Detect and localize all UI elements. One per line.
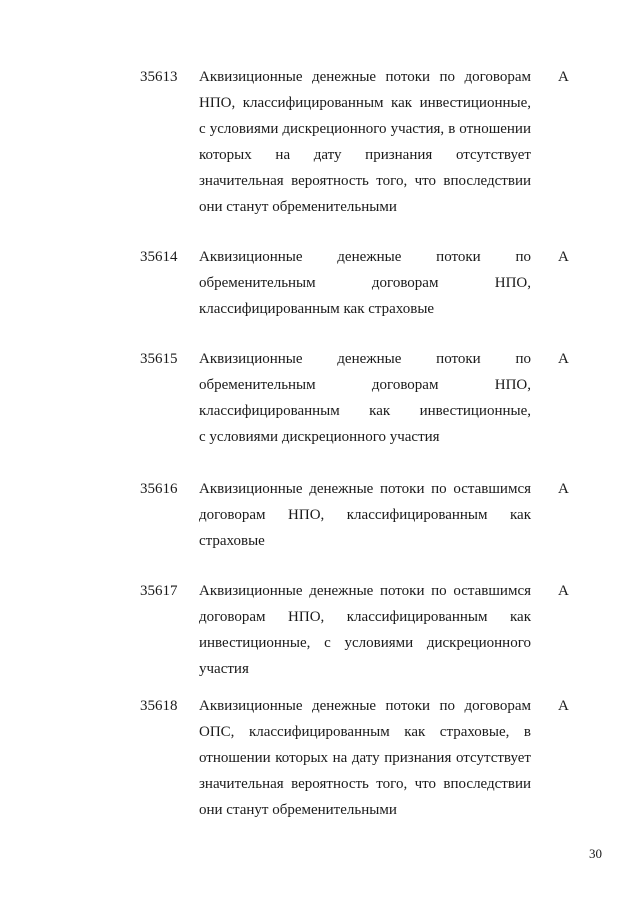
description-line: инвестиционные, с условиями дискреционного [199, 635, 531, 651]
entry-grade: А [558, 249, 569, 265]
entry-description [199, 693, 531, 823]
entry-code: 35617 [140, 583, 178, 599]
entry-grade: А [558, 481, 569, 497]
description-line: с условиями дискреционного участия, в отношении [199, 121, 531, 137]
page-number: 30 [589, 846, 602, 861]
description-line: договорам НПО, классифицированным как [199, 507, 531, 523]
description-line: Аквизиционные денежные потоки по [199, 351, 531, 367]
description-line: участия [199, 661, 249, 677]
description-line: с условиями дискреционного участия [199, 429, 440, 445]
entry-description [199, 578, 531, 682]
description-line: Аквизиционные денежные потоки по договорам [199, 698, 531, 714]
description-line: значительная вероятность того, что впоследствии [199, 173, 531, 189]
description-line: обременительным договорам НПО, [199, 275, 531, 291]
description-line: обременительным договорам НПО, [199, 377, 531, 393]
entry-code: 35618 [140, 698, 178, 714]
description-line: Аквизиционные денежные потоки по [199, 249, 531, 265]
entry-grade: А [558, 698, 569, 714]
entry-code: 35616 [140, 481, 178, 497]
description-line: НПО, классифицированным как инвестиционные, [199, 95, 531, 111]
description-line: классифицированным как страховые [199, 301, 435, 317]
entry-description [199, 346, 531, 450]
description-line: Аквизиционные денежные потоки по оставшимся [199, 481, 531, 497]
entry-description [199, 476, 531, 554]
entry-code: 35615 [140, 351, 178, 367]
entry-description [199, 64, 531, 220]
entry-grade: А [558, 583, 569, 599]
description-line: договорам НПО, классифицированным как [199, 609, 531, 625]
entry-code: 35614 [140, 249, 178, 265]
description-line: они станут обременительными [199, 199, 397, 215]
entry-description [199, 244, 531, 322]
description-line: они станут обременительными [199, 802, 397, 818]
description-line: Аквизиционные денежные потоки по оставшимся [199, 583, 531, 599]
description-line: отношении которых на дату признания отсутствует [199, 750, 531, 766]
entry-grade: А [558, 351, 569, 367]
entry-grade: А [558, 69, 569, 85]
description-line: значительная вероятность того, что впоследствии [199, 776, 531, 792]
description-line: Аквизиционные денежные потоки по договорам [199, 69, 531, 85]
description-line: классифицированным как инвестиционные, [199, 403, 531, 419]
entry-code: 35613 [140, 69, 178, 85]
description-line: страховые [199, 533, 265, 549]
description-line: ОПС, классифицированным как страховые, в [199, 724, 531, 740]
description-line: которых на дату признания отсутствует [199, 147, 531, 163]
